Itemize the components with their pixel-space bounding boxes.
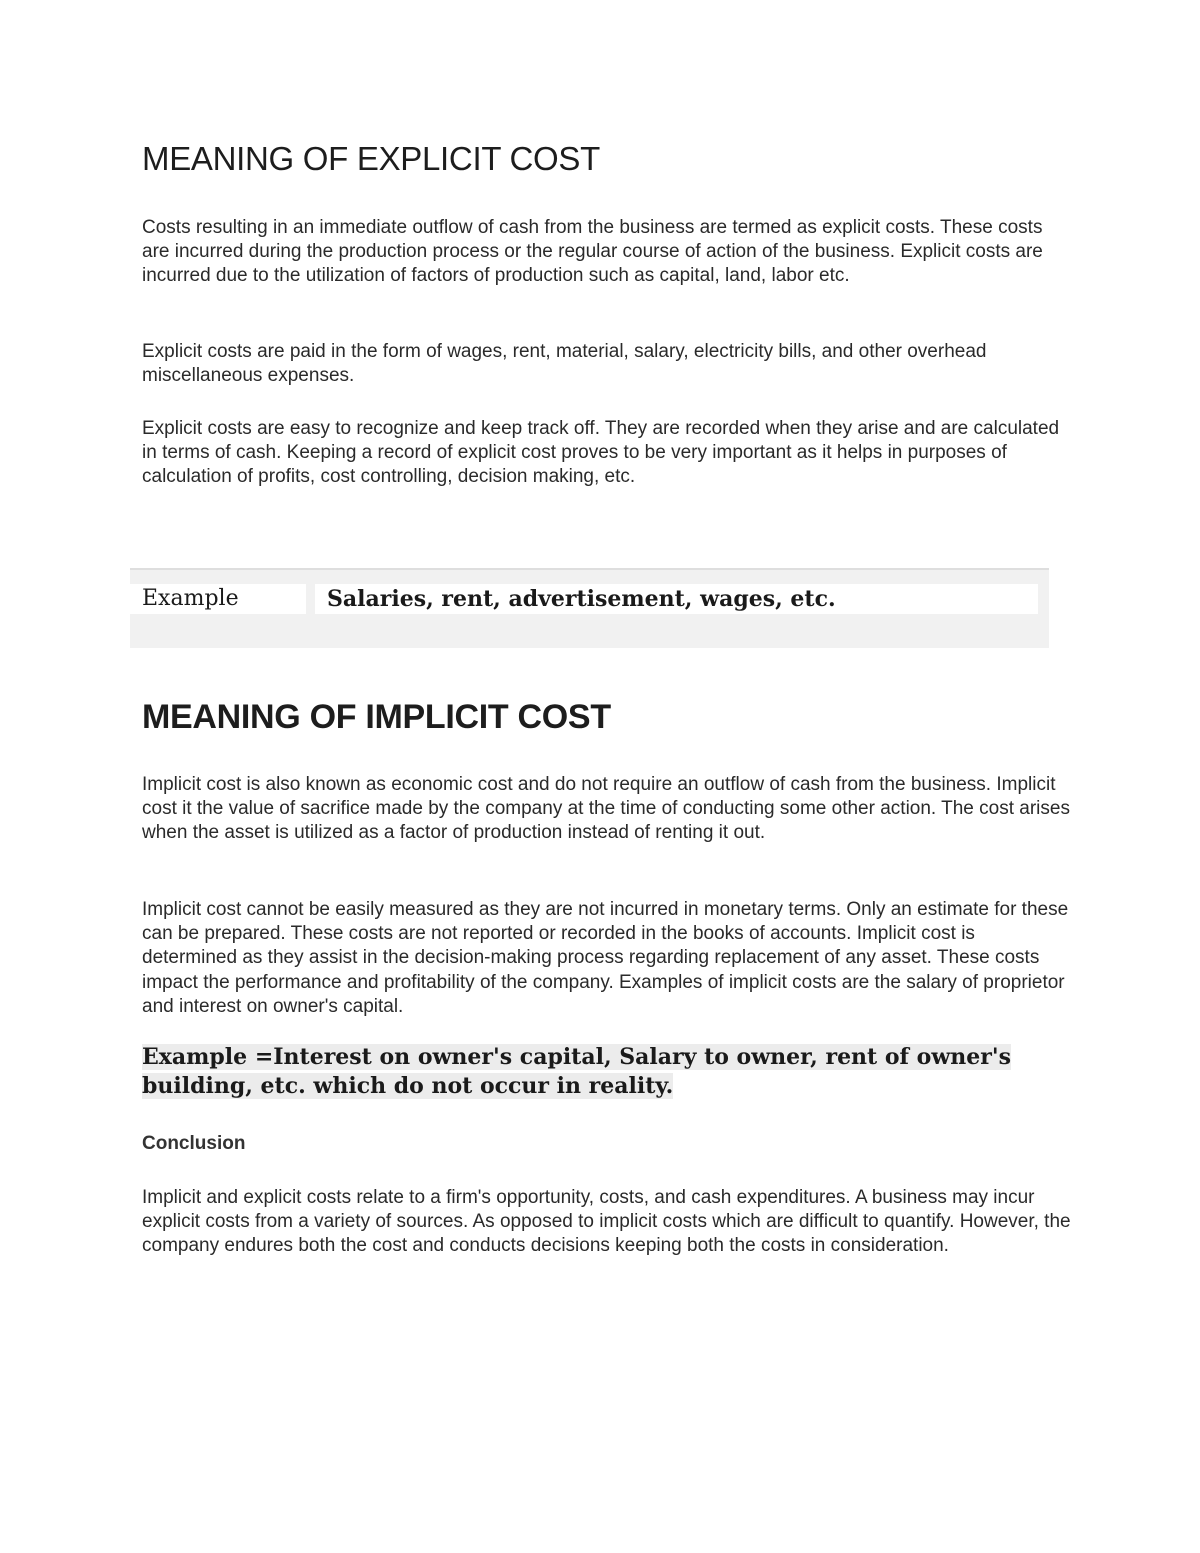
explicit-example-label: Example	[130, 584, 306, 614]
conclusion-paragraph: Implicit and explicit costs relate to a firm's opportunity, costs, and cash expenditures. A business may incur explicit costs from a variety of sources. As opposed to implicit costs which are difficult to quantify. However, the company endures both the cost and conducts decisions keeping both the costs in consideration.	[142, 1187, 1071, 1257]
explicit-example-value: Salaries, rent, advertisement, wages, etc.	[315, 584, 1038, 614]
implicit-cost-heading: MEANING OF IMPLICIT COST	[142, 698, 611, 736]
explicit-paragraph-1: Costs resulting in an immediate outflow of cash from the business are termed as explicit costs. These costs are incurred during the production process or the regular course of action of the business. Explicit costs are incurred due to the utilization of factors of production such as capital, land, labor etc.	[142, 217, 1043, 287]
explicit-paragraph-2: Explicit costs are paid in the form of wages, rent, material, salary, electricity bills, and other overhead miscellaneous expenses.	[142, 341, 987, 387]
implicit-example-text: Example =Interest on owner's capital, Salary to owner, rent of owner's building, etc. which do not occur in reality.	[142, 1044, 1011, 1099]
implicit-paragraph-1: Implicit cost is also known as economic cost and do not require an outflow of cash from the business. Implicit cost it the value of sacrifice made by the company at the time of conducting some other action. The cost arises when the asset is utilized as a factor of production instead of renting it out.	[142, 774, 1070, 844]
explicit-paragraph-3: Explicit costs are easy to recognize and keep track off. They are recorded when they arise and are calculated in terms of cash. Keeping a record of explicit cost proves to be very important as it helps in purposes of calculation of profits, cost controlling, decision making, etc.	[142, 418, 1060, 488]
explicit-cost-heading: MEANING OF EXPLICIT COST	[142, 140, 600, 177]
explicit-example-table	[130, 568, 1049, 648]
implicit-paragraph-2: Implicit cost cannot be easily measured as they are not incurred in monetary terms. Only an estimate for these can be prepared. These costs are not reported or recorded in the books of accounts. Implicit cost is determined as they assist in the decision-making process regarding replacement of any asset. These costs impact the performance and profitability of the company. Examples of implicit costs are the salary of proprietor and interest on owner's capital.	[142, 899, 1069, 1017]
conclusion-heading: Conclusion	[142, 1133, 246, 1154]
implicit-example	[142, 1043, 1062, 1101]
